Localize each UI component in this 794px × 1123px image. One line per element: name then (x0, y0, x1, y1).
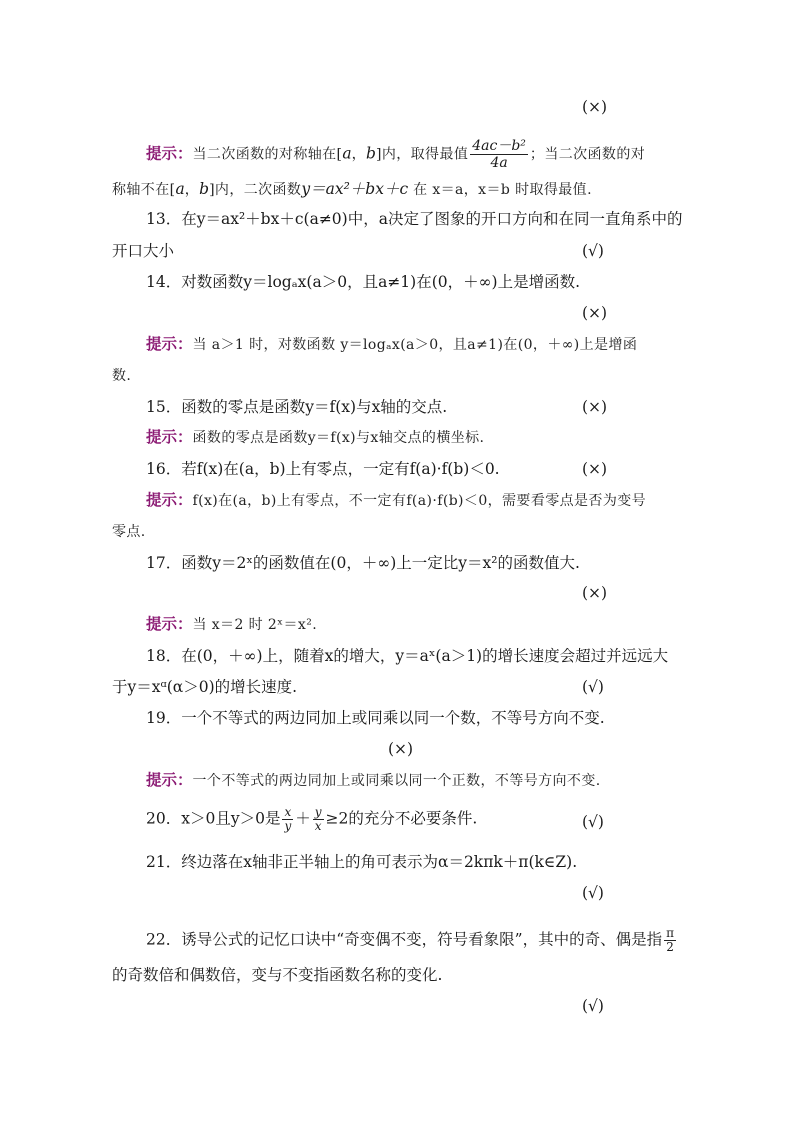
question-21: 21．终边落在x轴非正半轴上的角可表示为α＝2kπk＋π(k∈Z). (146, 853, 578, 871)
fraction-x-over-y: $\frac{x}{y}$ (284, 805, 292, 833)
question-18: 18．在(0，＋∞)上，随着x的增大，y＝aˣ(a＞1)的增长速度会超过并远远大 (146, 647, 669, 665)
question-number: 14． (146, 273, 182, 291)
question-19: 19．一个不等式的两边同加上或同乘以同一个数，不等号方向不变. (146, 709, 605, 727)
question-number: 16． (146, 460, 182, 478)
fraction-y-over-x: $\frac{y}{x}$ (314, 805, 322, 833)
hint-16-line2: 零点. (112, 524, 146, 540)
hint-12-line2: 称轴不在[a，b]内，二次函数y＝ax²＋bx＋c 在 x＝a，x＝b 时取得最值. (112, 180, 592, 198)
answer-mark: (√) (582, 813, 604, 831)
answer-mark: (√) (582, 242, 604, 260)
question-number: 17． (146, 554, 182, 572)
question-number: 19． (146, 709, 182, 727)
hint-14-line2: 数. (112, 368, 132, 384)
question-16: 16．若f(x)在(a，b)上有零点，一定有f(a)·f(b)＜0. (146, 460, 500, 478)
answer-mark: (×) (388, 740, 414, 758)
extremum-fraction: $\frac{\text{4ac－b²}}{4a}$ (472, 138, 526, 171)
question-22-cont: 的奇数倍和偶数倍，变与不变指函数名称的变化. (112, 966, 443, 984)
question-number: 13． (146, 210, 182, 228)
answer-mark: (√) (582, 678, 604, 696)
hint-14-line1: 提示：当 a＞1 时，对数函数 y＝logₐx(a＞0，且a≠1)在(0，＋∞)上是增函 (146, 334, 638, 353)
answer-mark: (√) (582, 997, 604, 1015)
question-number: 15． (146, 398, 182, 416)
question-number: 20． (146, 809, 182, 828)
question-number: 18． (146, 647, 182, 665)
question-13: 13．在y＝ax²＋bx＋c(a≠0)中，a决定了图象的开口方向和在同一直角系中的 (146, 210, 683, 228)
question-14: 14．对数函数y＝logₐx(a＞0，且a≠1)在(0，＋∞)上是增函数. (146, 273, 581, 291)
question-17: 17．函数y＝2ˣ的函数值在(0，＋∞)上一定比y＝x²的函数值大. (146, 554, 580, 572)
answer-mark: (×) (582, 98, 608, 116)
hint-17: 提示：当 x＝2 时 2ˣ＝x². (146, 614, 318, 633)
answer-mark: (×) (582, 304, 608, 322)
hint-label: 提示： (146, 143, 193, 163)
hint-15: 提示：函数的零点是函数y＝f(x)与x轴交点的横坐标. (146, 427, 485, 446)
question-13-cont: 开口大小 (112, 242, 175, 260)
question-15: 15．函数的零点是函数y＝f(x)与x轴的交点. (146, 398, 448, 416)
question-number: 22． (146, 930, 182, 949)
hint-16-line1: 提示：f(x)在(a，b)上有零点，不一定有f(a)·f(b)＜0，需要看零点是否为变号 (146, 490, 647, 509)
question-22: 22．诱导公式的记忆口诀中“奇变偶不变，符号看象限”，其中的奇、偶是指 $\frac{\pi}{2}$ (146, 926, 674, 954)
answer-mark: (×) (582, 398, 608, 416)
hint-19: 提示：一个不等式的两边同加上或同乘以同一个正数，不等号方向不变. (146, 770, 601, 789)
question-number: 21． (146, 853, 182, 871)
question-18-cont: 于y＝xᵅ(α＞0)的增长速度. (112, 678, 298, 696)
answer-mark: (√) (582, 884, 604, 902)
answer-mark: (×) (582, 584, 608, 602)
answer-mark: (×) (582, 460, 608, 478)
fraction-pi-over-2: $\frac{\pi}{2}$ (666, 926, 674, 954)
question-20: 20．x＞0且y＞0是 $\frac{x}{y}$ ＋ $\frac{y}{x}$ ≥2的充分不必要条件. (146, 805, 478, 833)
hint-12-line1: 提示：当二次函数的对称轴在[a，b]内，取得最值 $\frac{\text{4ac－b²}}{4a}$ ；当二次函数的对 (146, 138, 646, 171)
